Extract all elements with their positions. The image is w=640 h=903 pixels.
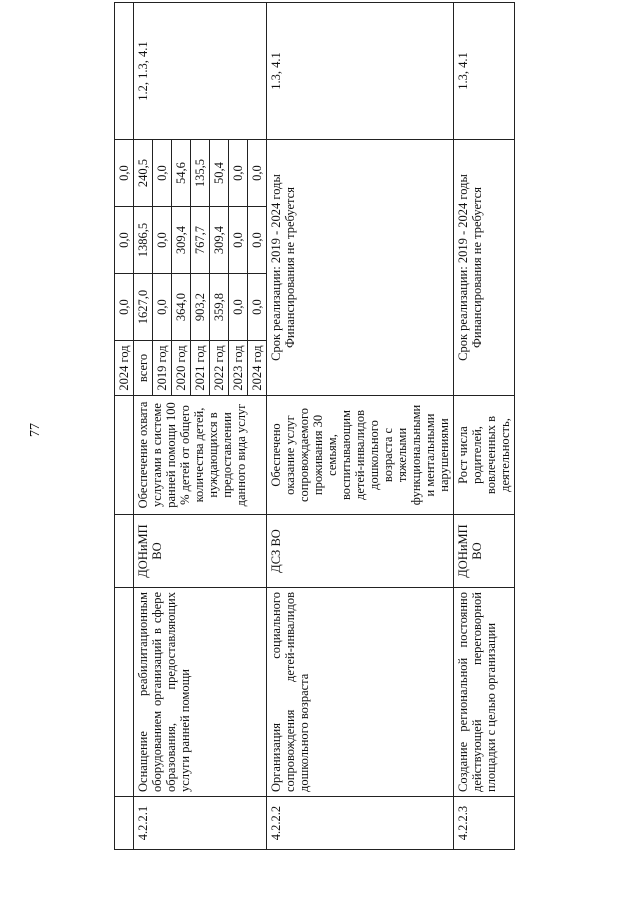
cell-year: 2024 год [248, 341, 267, 396]
cell-indicators: 1.3, 4.1 [454, 3, 515, 140]
cell-year: всего [134, 341, 153, 396]
cell-value: 0,0 [115, 140, 134, 207]
cell-value: 364,0 [172, 274, 191, 341]
cell-number: 4.2.2.2 [267, 797, 454, 850]
cell-empty [115, 3, 134, 140]
cell-measure-name: Оснащение реабилитационным оборудованием организаций в сфере образования, предоставляющих услуги ранней помощи [134, 588, 267, 797]
cell-value: 0,0 [153, 140, 172, 207]
cell-value: 309,4 [210, 207, 229, 274]
table-row [267, 3, 454, 850]
table-row [115, 3, 134, 850]
cell-number: 4.2.2.3 [454, 797, 515, 850]
implementation-period: Срок реализации: 2019 - 2024 годы [269, 174, 283, 361]
cell-value: 0,0 [248, 274, 267, 341]
cell-responsible: ДСЗ ВО [267, 515, 454, 588]
cell-year: 2020 год [172, 341, 191, 396]
cell-value: 767,7 [191, 207, 210, 274]
cell-merged-note [454, 140, 515, 396]
cell-value: 0,0 [153, 274, 172, 341]
cell-value: 0,0 [229, 274, 248, 341]
table-row [454, 3, 515, 850]
cell-year: 2023 год [229, 341, 248, 396]
cell-value: 240,5 [134, 140, 153, 207]
cell-empty [115, 396, 134, 515]
cell-result: Обеспечено оказание услуг сопровождаемого проживания 30 семьям, воспитывающим детей-инвалидов дошкольного возраста с тяжелыми функциональными и ментальными нарушениями [267, 396, 454, 515]
cell-value: 359,8 [210, 274, 229, 341]
cell-empty [115, 588, 134, 797]
financing-note: Финансирования не требуется [470, 187, 484, 348]
cell-value: 0,0 [248, 207, 267, 274]
cell-indicators: 1.2, 1.3, 4.1 [134, 3, 267, 140]
cell-value: 50,4 [210, 140, 229, 207]
program-table [114, 2, 515, 850]
cell-value: 0,0 [248, 140, 267, 207]
cell-value: 135,5 [191, 140, 210, 207]
cell-value: 309,4 [172, 207, 191, 274]
cell-value: 54,6 [172, 140, 191, 207]
cell-empty [115, 797, 134, 850]
financing-note: Финансирования не требуется [283, 187, 297, 348]
cell-value: 0,0 [153, 207, 172, 274]
cell-year: 2022 год [210, 341, 229, 396]
cell-value: 0,0 [229, 140, 248, 207]
cell-value: 1627,0 [134, 274, 153, 341]
cell-responsible: ДОНиМП ВО [134, 515, 267, 588]
cell-year: 2019 год [153, 341, 172, 396]
cell-indicators: 1.3, 4.1 [267, 3, 454, 140]
cell-empty [115, 515, 134, 588]
cell-merged-note [267, 140, 454, 396]
cell-result: Рост числа родителей, вовлеченных в деятельность, [454, 396, 515, 515]
cell-value: 0,0 [115, 274, 134, 341]
cell-responsible: ДОНиМП ВО [454, 515, 515, 588]
cell-value: 0,0 [115, 207, 134, 274]
cell-value: 903,2 [191, 274, 210, 341]
page-number: 77 [28, 423, 43, 437]
cell-number: 4.2.2.1 [134, 797, 267, 850]
implementation-period: Срок реализации: 2019 - 2024 годы [456, 174, 470, 361]
cell-value: 1386,5 [134, 207, 153, 274]
rotated-table-sheet [114, 41, 524, 850]
cell-year: 2024 год [115, 341, 134, 396]
table-row [134, 3, 153, 850]
cell-result: Обеспечение охвата услугами в системе ранней помощи 100 % детей от общего количества детей, нуждающихся в предоставлении данного вида услуг [134, 396, 267, 515]
cell-measure-name: Организация социального сопровождения детей-инвалидов дошкольного возраста [267, 588, 454, 797]
cell-year: 2021 год [191, 341, 210, 396]
cell-measure-name: Создание региональной постоянно действующей переговорной площадки с целью организации [454, 588, 515, 797]
cell-value: 0,0 [229, 207, 248, 274]
